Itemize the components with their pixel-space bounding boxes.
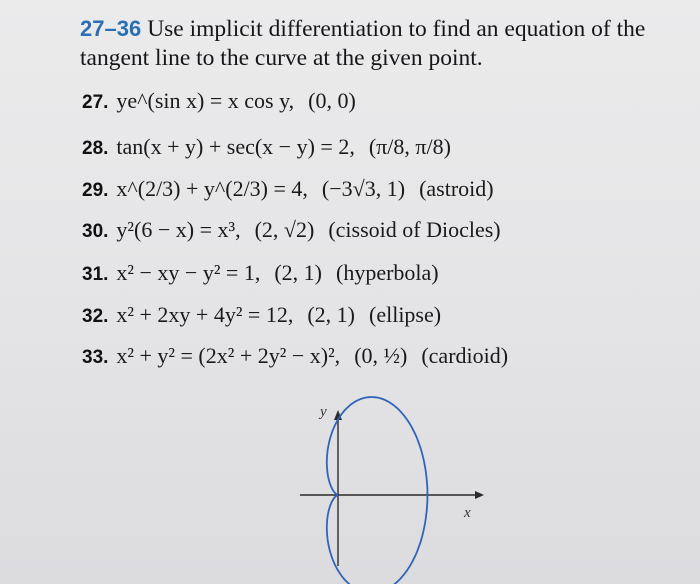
problem-point: (2, 1)	[274, 260, 322, 285]
problem-note: (cissoid of Diocles)	[328, 217, 501, 242]
problem-point: (0, ½)	[354, 343, 408, 368]
problem-point: (−3√3, 1)	[321, 176, 406, 201]
problem-equation: tan(x + y) + sec(x − y) = 2,	[116, 134, 355, 159]
problem-number: 32.	[82, 306, 109, 327]
problem-number: 27.	[82, 92, 109, 113]
problem-point: (2, 1)	[307, 302, 355, 327]
problem-equation: x² − xy − y² = 1,	[116, 260, 261, 285]
y-axis-label: y	[320, 404, 327, 420]
problem-point: (π/8, π/8)	[368, 134, 451, 159]
problem-number: 31.	[82, 264, 109, 285]
problem-number: 33.	[82, 347, 109, 368]
problem-equation: x² + y² = (2x² + 2y² − x)²,	[116, 343, 341, 368]
problem-number: 30.	[82, 221, 109, 242]
problem-equation: ye^(sin x) = x cos y,	[116, 88, 295, 113]
problem-number: 28.	[82, 138, 109, 159]
problem-note: (astroid)	[419, 176, 494, 201]
x-axis-label: x	[464, 505, 471, 521]
problem-equation: y²(6 − x) = x³,	[116, 217, 241, 242]
problem-point: (0, 0)	[308, 88, 356, 113]
x-axis-arrow	[475, 491, 484, 499]
problem-note: (ellipse)	[369, 302, 442, 327]
problem-equation: x^(2/3) + y^(2/3) = 4,	[116, 176, 308, 201]
problem-equation: x² + 2xy + 4y² = 12,	[116, 302, 294, 327]
problem-point: (2, √2)	[254, 217, 315, 242]
exercise-instructions: Use implicit differentiation to find an equation of the tangent line to the curve at the given point.	[80, 16, 646, 71]
cardioid-curve	[327, 397, 428, 584]
problem-note: (hyperbola)	[336, 260, 439, 285]
problem-number: 29.	[82, 180, 109, 201]
exercise-range: 27–36	[80, 16, 142, 41]
problem-note: (cardioid)	[421, 343, 509, 368]
